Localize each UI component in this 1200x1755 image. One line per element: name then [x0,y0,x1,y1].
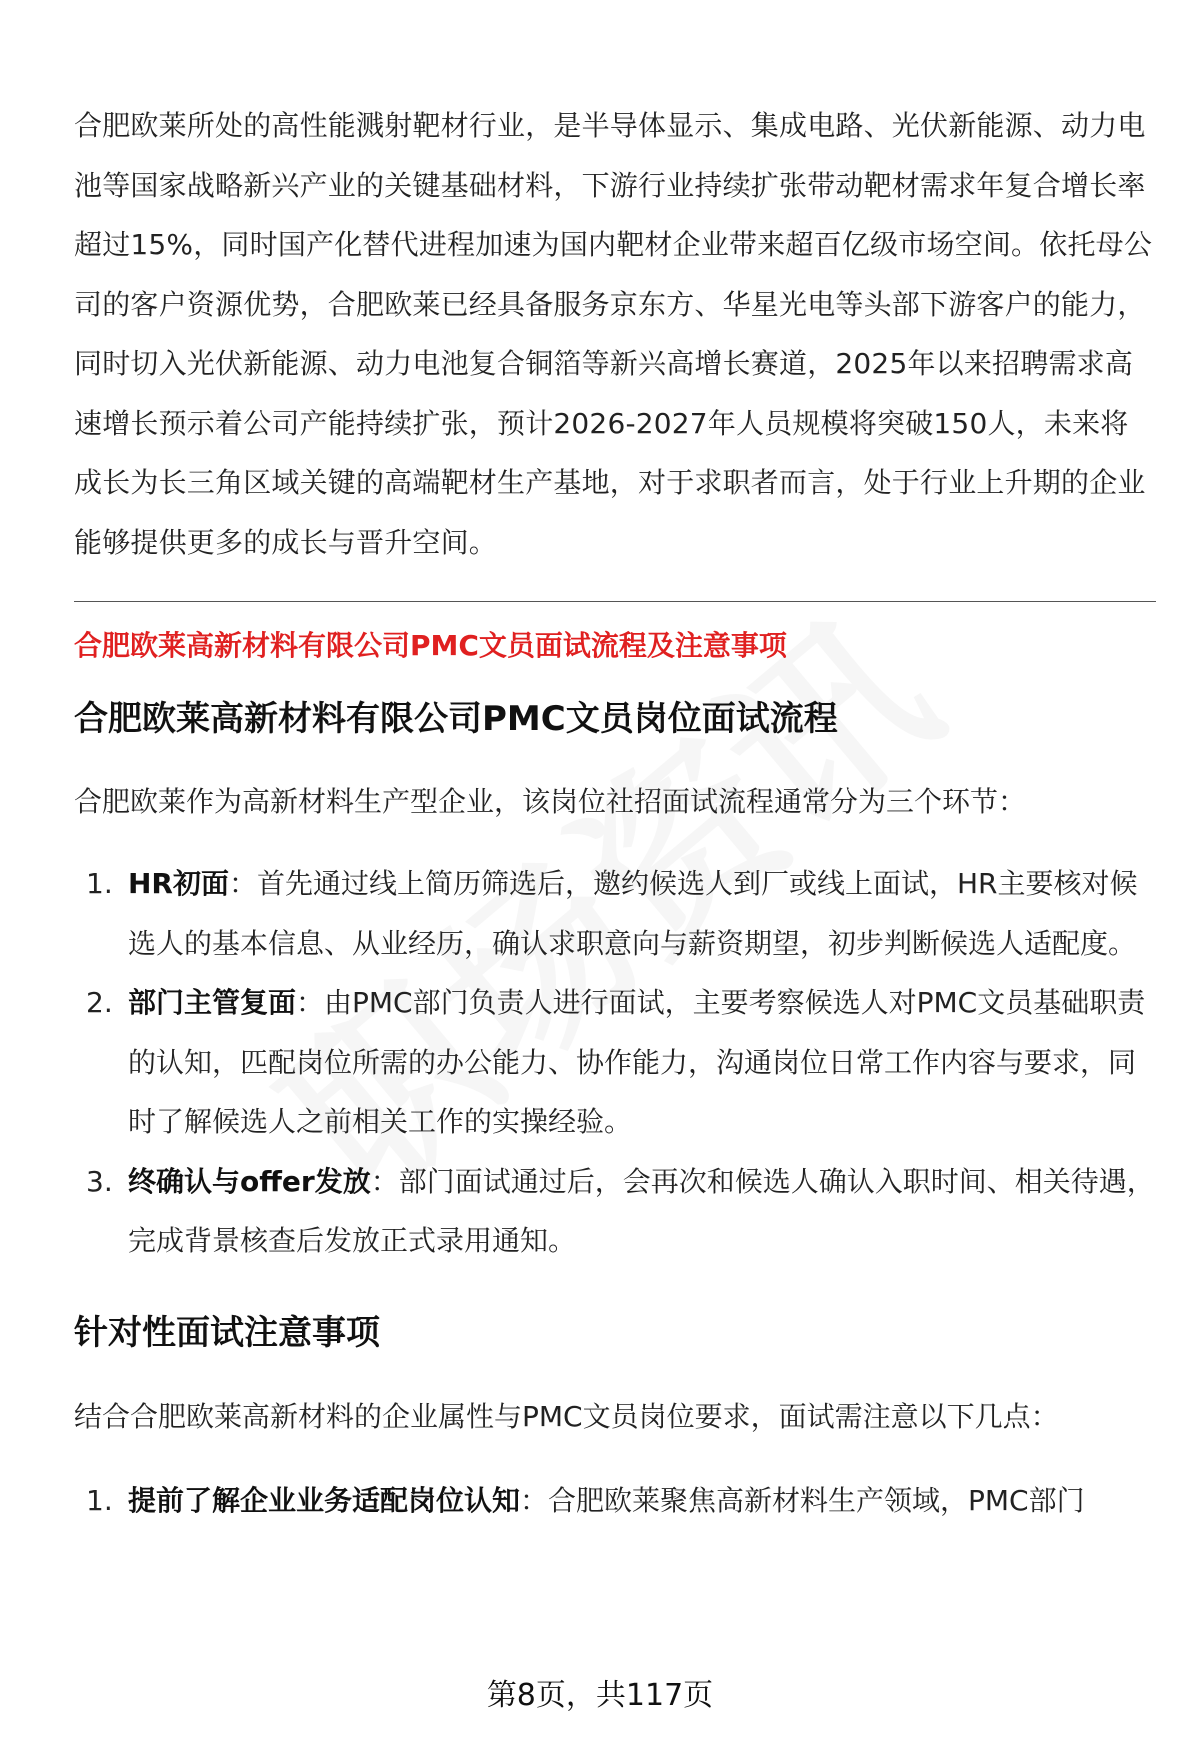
process-step [74,973,1156,1152]
process-step [74,854,1156,973]
tips-intro: 结合合肥欧莱高新材料的企业属性与PMC文员岗位要求，面试需注意以下几点： [74,1399,1059,1433]
step-term: HR初面 [128,867,229,900]
tips-heading: 针对性面试注意事项 [74,1312,380,1353]
intro-paragraph: 合肥欧莱所处的高性能溅射靶材行业，是半导体显示、集成电路、光伏新能源、动力电池等国家战略新兴产业的关键基础材料，下游行业持续扩张带动靶材需求年复合增长率超过15%，同时国产化替代进程加速为国内靶材企业带来超百亿级市场空间。依托母公司的客户资源优势，合肥欧莱已经具备服务京东方、华星光电等头部下游客户的能力，同时切入光伏新能源、动力电池复合铜箔等新兴高增长赛道，2025年以来招聘需求高速增长预示着公司产能持续扩张，预计2026-2027年人员规模将突破150人，未来将成长为长三角区域关键的高端靶材生产基地，对于求职者而言，处于行业上升期的企业能够提供更多的成长与晋升空间。 [74,109,1153,559]
step-number: 1. [86,867,113,900]
section-divider [74,601,1156,602]
process-steps-list [74,854,1156,1271]
step-text: ：首先通过线上简历筛选后，邀约候选人到厂或线上面试，HR主要核对候选人的基本信息、从业经历，确认求职意向与薪资期望，初步判断候选人适配度。 [128,867,1138,960]
process-step [74,1152,1156,1271]
tips-list [74,1471,1156,1531]
step-number: 3. [86,1164,113,1198]
section-title: 合肥欧莱高新材料有限公司PMC文员面试流程及注意事项 [74,629,787,662]
tip-text: ：合肥欧莱聚焦高新材料生产领域，PMC部门 [520,1483,1085,1517]
step-text: ：部门面试通过后，会再次和候选人确认入职时间、相关待遇，完成背景核查后发放正式录用通知。 [128,1164,1155,1257]
process-intro: 合肥欧莱作为高新材料生产型企业，该岗位社招面试流程通常分为三个环节： [74,785,1027,818]
step-number: 2. [86,986,113,1019]
step-term: 终确认与offer发放 [128,1164,371,1198]
tip-term: 提前了解企业业务适配岗位认知 [128,1483,521,1517]
page-footer: 第8页，共117页 [486,1678,714,1713]
process-heading: 合肥欧莱高新材料有限公司PMC文员岗位面试流程 [74,699,838,739]
step-term: 部门主管复面 [128,986,297,1019]
step-text: ：由PMC部门负责人进行面试，主要考察候选人对PMC文员基础职责的认知，匹配岗位所需的办公能力、协作能力，沟通岗位日常工作内容与要求，同时了解候选人之前相关工作的实操经验。 [128,986,1146,1138]
tip-number: 1. [86,1483,113,1517]
tip-item [74,1471,1156,1531]
document-page [74,96,1156,1530]
